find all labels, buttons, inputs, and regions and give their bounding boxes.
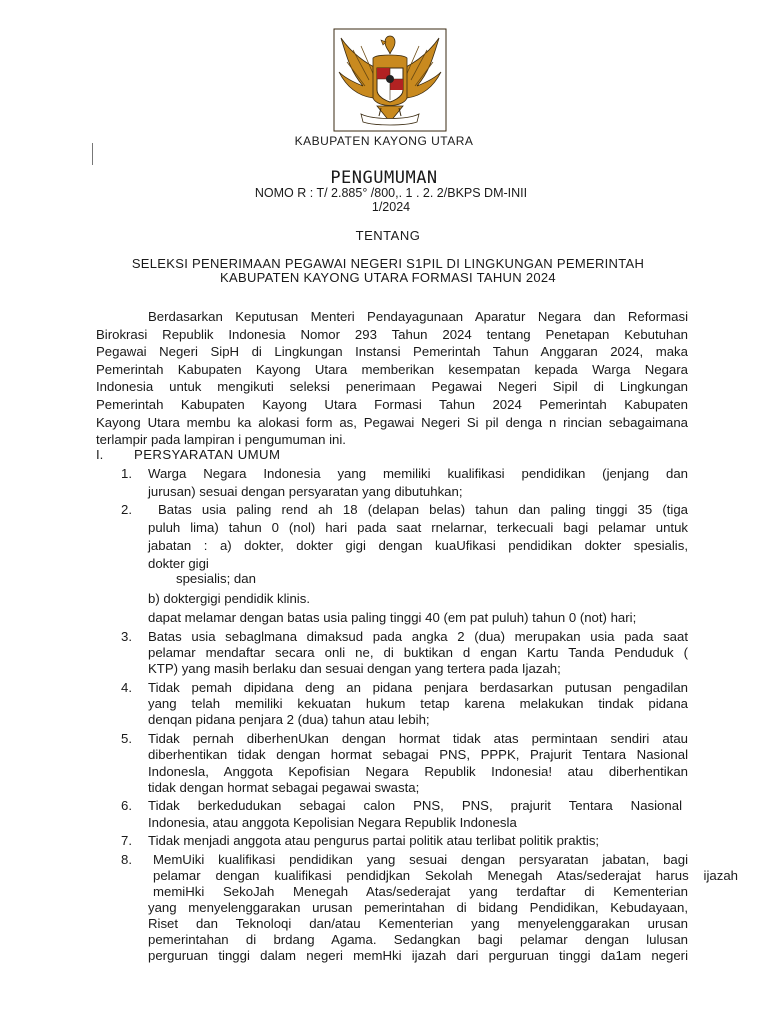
intro-line: Indonesia untuk mengikuti seleksi penerimaan Pegawai Negeri Sipil di Lingkungan — [96, 379, 688, 395]
intro-line: terlampir pada lampiran i pengumuman ini. — [96, 432, 346, 448]
section-number: I. — [96, 447, 104, 462]
list-item-line: spesialis; dan — [176, 571, 256, 586]
list-item-line: tidak dengan hormat sebagai pegawai swasta; — [148, 780, 420, 795]
list-item-line: yang telah memiliki kekuatan hukum tetap karena melakukan tindak pidana — [148, 696, 688, 711]
intro-line: Kayong Utara membu ka alokasi form as, Pegawai Negeri Si pil denga n rincian sebagaimana — [96, 414, 688, 430]
list-item-line: Tidak pernah diberhenUkan dengan hormat tidak atas permintaan sendiri atau — [148, 731, 688, 746]
section-title: PERSYARATAN UMUM — [134, 447, 281, 462]
list-item-line: Tidak menjadi anggota atau pengurus partai politik atau terlibat politik praktis; — [148, 833, 600, 848]
list-item-line: Tidak pemah dipidana deng an pidana penjara berdasarkan putusan pengadilan — [148, 680, 688, 695]
list-item-line: Indonesia, atau anggota Kepolisian Negara Republik Indonesla — [148, 815, 517, 830]
document-title: PENGUMUMAN — [330, 168, 438, 188]
intro-line: Pegawai Negeri SipH di Lingkungan Instansi Pemerintah Tahun Anggaran 2024, maka — [96, 344, 688, 360]
list-item-line: Batas usia paling rend ah 18 (delapan belas) tahun dan paling tinggi 35 (tiga — [158, 502, 688, 517]
list-item-line: pelamar dengan kualifikasi pendidjkan Sekolah Menegah Atas/sederajat harus ijazah — [153, 868, 738, 883]
list-item-line: KTP) yang masih berlaku dan sesuai dengan yang tertera pada Ijazah; — [148, 661, 561, 676]
list-item-number: 7. — [121, 833, 132, 848]
list-item-line: Batas usia sebaglmana dimaksud pada angka 2 (dua) merupakan usia pada saat — [148, 629, 688, 644]
about-heading: TENTANG — [355, 228, 421, 243]
intro-line: Birokrasi Republik Indonesia Nomor 293 Tahun 2024 tentang Penetapan Kebutuhan — [96, 326, 688, 342]
list-item-line: memiHki SekoJah Menegah Atas/sederajat yang terdaftar di Kementerian — [153, 884, 688, 899]
subject-line: KABUPATEN KAYONG UTARA FORMASI TAHUN 2024 — [220, 270, 556, 285]
list-item-line: denqan pidana penjara 2 (dua) tahun atau lebih; — [148, 712, 430, 727]
list-item-line: dapat melamar dengan batas usia paling tinggi 40 (em pat puluh) tahun 0 (not) hari; — [148, 610, 637, 625]
list-item-line: pelamar mendaftar secara onli ne, di buktikan d engan Kartu Tanda Penduduk ( — [148, 645, 688, 660]
list-item-number: 3. — [121, 629, 132, 644]
list-item-line: Warga Negara Indonesia yang memiliki kualifikasi pendidikan (jenjang dan — [148, 466, 688, 481]
list-item-line: puluh lima) tahun 0 (nol) hari pada saat rnelarnar, terkecuali bagi pelamar untuk — [148, 520, 688, 535]
document-number-line: NOMO R : T/ 2.885° /800,. 1 . 2. 2/BKPS DM-INII — [254, 186, 528, 200]
list-item-line: jurusan) sesuai dengan persyaratan yang dibutuhkan; — [148, 484, 463, 499]
list-item-line: Tidak berkedudukan sebagai calon PNS, PNS, prajurit Tentara Nasional — [148, 798, 682, 813]
list-item-line: diberhentikan tidak dengan hormat sebagai PNS, PPPK, Prajurit Tentara Nasional — [148, 747, 688, 762]
list-item-line: jabatan : a) dokter, dokter gigi dengan kuaUfikasi pendidikan dokter spesialis, — [148, 538, 688, 553]
subject-line: SELEKSI PENERIMAAN PEGAWAI NEGERI S1PIL DI LINGKUNGAN PEMERINTAH — [131, 256, 645, 271]
intro-line: Berdasarkan Keputusan Menteri Pendayagunaan Aparatur Negara dan Reformasi — [148, 309, 688, 324]
intro-line: Pemerintah Kabupaten Kayong Utara Formasi Tahun 2024 Pemerintah Kabupaten — [96, 396, 688, 412]
list-item-line: pemerintahan di brdang Agama. Sedangkan bagi pelamar dengan lulusan — [148, 932, 688, 947]
list-item-line: dokter gigi — [148, 556, 209, 571]
intro-line: Pemerintah Kabupaten Kayong Utara memberikan kesempatan kepada Warga Negara — [96, 361, 688, 377]
list-item-number: 6. — [121, 798, 132, 813]
list-item-line: perguruan tinggi dalam negeri memHki ijazah dari perguruan tinggi da1am negeri — [148, 948, 688, 963]
list-item-line: MemUiki kualifikasi pendidikan yang sesuai dengan persyaratan jabatan, bagi — [153, 852, 688, 867]
document-number-year: 1/2024 — [371, 200, 411, 214]
list-item-line: yang menyelenggarakan urusan pemerintahan di bidang Pendidikan, Kebudayaan, — [148, 900, 688, 915]
list-item-number: 4. — [121, 680, 132, 695]
list-item-number: 8. — [121, 852, 132, 867]
regency-name: KABUPATEN KAYONG UTARA — [294, 134, 474, 148]
list-item-line: Riset dan Teknoloqi dan/atau Kementerian yang menyelenggarakan urusan — [148, 916, 688, 931]
list-item-line: b) doktergigi pendidik klinis. — [148, 591, 310, 606]
list-item-number: 2. — [121, 502, 132, 517]
list-item-number: 1. — [121, 466, 132, 481]
list-item-number: 5. — [121, 731, 132, 746]
list-item-line: Indonesla, Anggota Kepofisian Negara Republik Indonesia! atau diberhentikan — [148, 764, 688, 779]
